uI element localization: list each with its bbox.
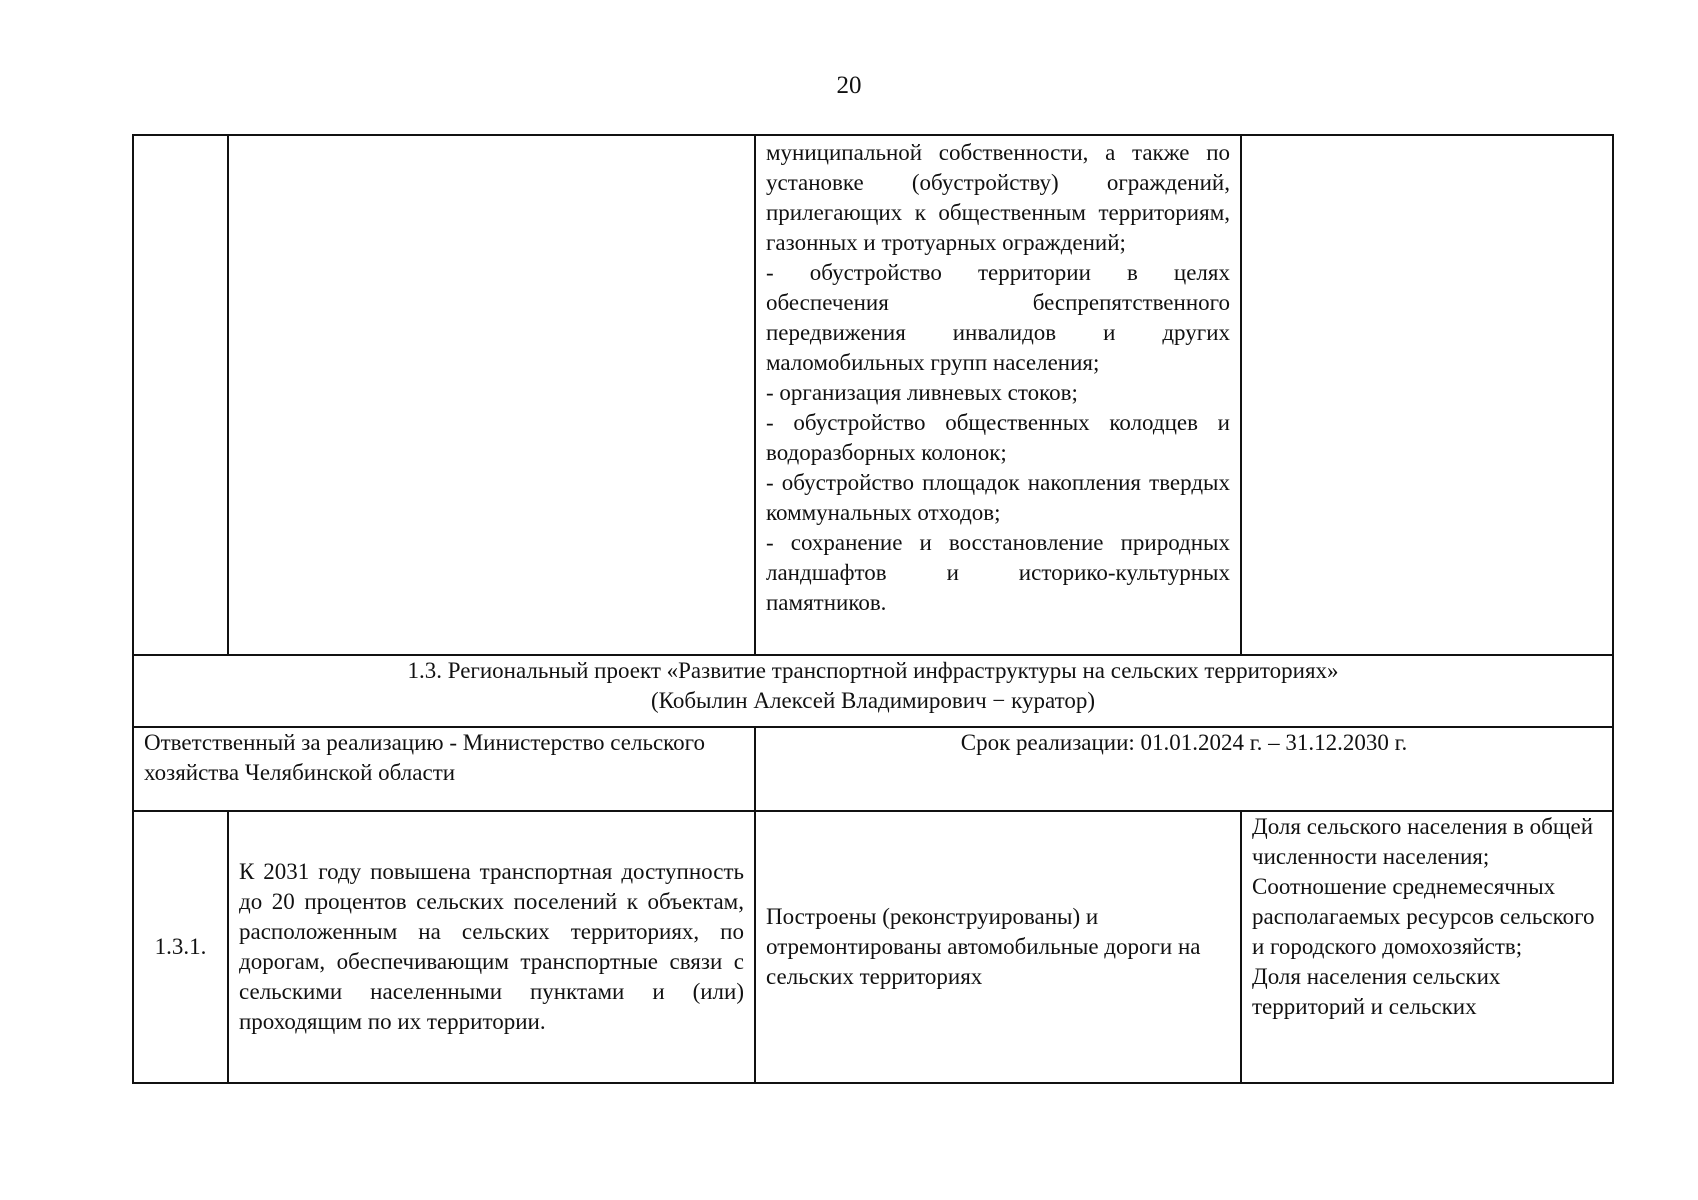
- continuation-line: муниципальной собственности, а также по установке (обустройству) ограждений, прилегающих к общественным территориям, газонных и тротуарных ограждений;: [766, 140, 1230, 255]
- continuation-line: - обустройство территории в целях обеспечения беспрепятственного передвижения инвалидов и других маломобильных групп населения;: [766, 260, 1230, 375]
- indicator-item: Доля населения сельских территорий и сельских: [1252, 964, 1501, 1019]
- task-description: [228, 811, 755, 1083]
- page-number: 20: [836, 72, 862, 99]
- continuation-line: - организация ливневых стоков;: [766, 380, 1078, 405]
- continuation-text: [755, 135, 1241, 655]
- task-cell-empty: [228, 135, 755, 655]
- continuation-line: - сохранение и восстановление природных ландшафтов и историко-культурных памятников.: [766, 530, 1230, 615]
- task-result: Построены (реконструированы) и отремонтированы автомобильные дороги на сельских территориях: [755, 811, 1241, 1083]
- task-indicators: [1241, 811, 1613, 1083]
- indicator-cell-empty: [1241, 135, 1613, 655]
- task-number: 1.3.1.: [133, 811, 228, 1083]
- project-title: 1.3. Региональный проект «Развитие транспортной инфраструктуры на сельских территориях»: [407, 658, 1339, 683]
- term-label: Срок реализации: 01.01.2024 г. – 31.12.2030 г.: [755, 727, 1613, 811]
- program-table: [132, 134, 1614, 1084]
- continuation-line: - обустройство площадок накопления твердых коммунальных отходов;: [766, 470, 1230, 525]
- project-header: [133, 655, 1613, 727]
- number-cell-empty: [133, 135, 228, 655]
- responsible-label: Ответственный за реализацию - Министерство сельского хозяйства Челябинской области: [133, 727, 755, 811]
- indicator-item: Соотношение среднемесячных располагаемых ресурсов сельского и городского домохозяйств;: [1252, 874, 1595, 959]
- indicator-item: Доля сельского населения в общей численности населения;: [1252, 814, 1594, 869]
- project-header-row: [133, 655, 1613, 727]
- continuation-row: [133, 135, 1613, 655]
- task-text: К 2031 году повышена транспортная доступность до 20 процентов сельских поселений к объектам, расположенным на сельских территориях, по дорогам, обеспечивающим транспортные связи с сельскими населенными пунктами и (или) проходящим по их территории.: [239, 859, 744, 1034]
- task-row: [133, 811, 1613, 1083]
- project-curator: (Кобылин Алексей Владимирович − куратор): [651, 688, 1095, 713]
- continuation-line: - обустройство общественных колодцев и водоразборных колонок;: [766, 410, 1230, 465]
- responsible-row: [133, 727, 1613, 811]
